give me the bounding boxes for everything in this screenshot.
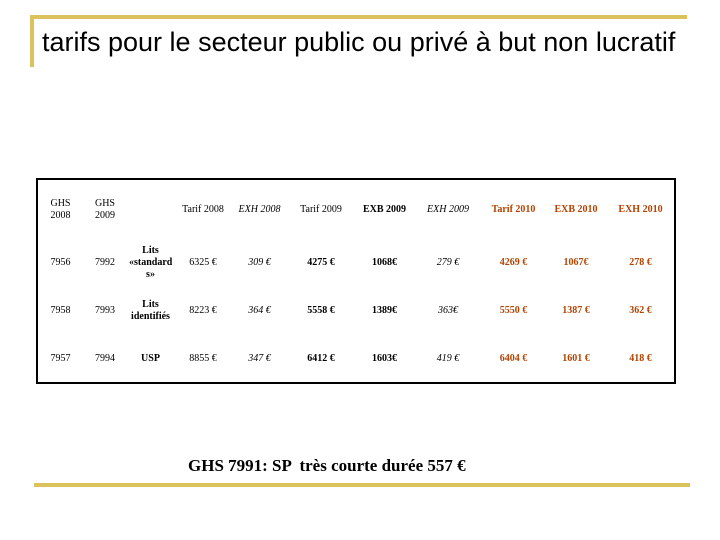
table-cell: 364 € — [248, 305, 271, 316]
header-cell: EXH 2008 — [238, 203, 281, 215]
table-cell: 279 € — [436, 257, 460, 268]
header-cell: Tarif 2008 — [182, 203, 224, 215]
header-cell: EXH 2009 — [427, 203, 469, 215]
table-cell: 7994 — [95, 352, 115, 364]
table-cell: 6412 € — [307, 352, 335, 364]
table-cell: USP — [141, 352, 160, 364]
header-cell: EXB 2010 — [554, 203, 598, 215]
table-cell: 1601 € — [562, 352, 590, 364]
header-cell: Tarif 2010 — [491, 203, 536, 215]
table-cell: 1068€ — [372, 257, 397, 268]
table-cell: Lits «standard s» — [129, 245, 173, 280]
table-cell: 8223 € — [189, 305, 217, 316]
header-cell: EXH 2010 — [618, 203, 663, 215]
table-cell: 7958 — [50, 305, 71, 316]
table-row — [37, 239, 675, 287]
header-cell: GHS 2008 — [50, 197, 71, 221]
table-cell: 4269 € — [499, 257, 528, 268]
bottom-rule — [34, 483, 690, 487]
table-cell: 1067€ — [563, 257, 589, 268]
slide-title: tarifs pour le secteur public ou privé à but non lucratif — [42, 27, 676, 57]
footer-note: GHS 7991: SP très courte durée 557 € — [188, 456, 466, 475]
table-cell: 4275 € — [307, 257, 335, 268]
table-cell: 6404 € — [499, 352, 528, 364]
table-cell: 7992 — [95, 257, 115, 268]
table-cell: 1387 € — [562, 305, 590, 316]
table-cell: 347 € — [248, 352, 271, 364]
table-cell: 362 € — [629, 305, 652, 316]
table-row — [37, 335, 675, 383]
table-header-row — [37, 179, 675, 239]
table-cell: 418 € — [629, 352, 652, 364]
table-cell: 6325 € — [189, 257, 217, 268]
title-top-rule — [30, 15, 687, 19]
table-cell: 1389€ — [372, 305, 397, 316]
table-cell: 309 € — [248, 257, 271, 268]
header-cell: Tarif 2009 — [300, 203, 342, 215]
tariff-table — [36, 178, 676, 384]
table-cell: 8855 € — [189, 352, 217, 364]
table-cell: 363€ — [438, 305, 458, 316]
table-cell: 278 € — [629, 257, 652, 268]
title-left-rule — [30, 15, 34, 67]
table-cell: 5550 € — [499, 305, 528, 316]
table-cell: 5558 € — [307, 305, 335, 316]
table-cell: 7956 — [50, 257, 71, 268]
table-cell: Lits identifiés — [131, 299, 170, 322]
header-cell — [127, 179, 174, 239]
header-cell: EXB 2009 — [362, 203, 407, 215]
table-row — [37, 287, 675, 335]
table-cell: 7957 — [50, 352, 71, 364]
table-cell: 419 € — [436, 352, 460, 364]
header-cell: GHS 2009 — [94, 197, 115, 221]
table-cell: 7993 — [95, 305, 115, 316]
table-cell: 1603€ — [372, 352, 397, 364]
